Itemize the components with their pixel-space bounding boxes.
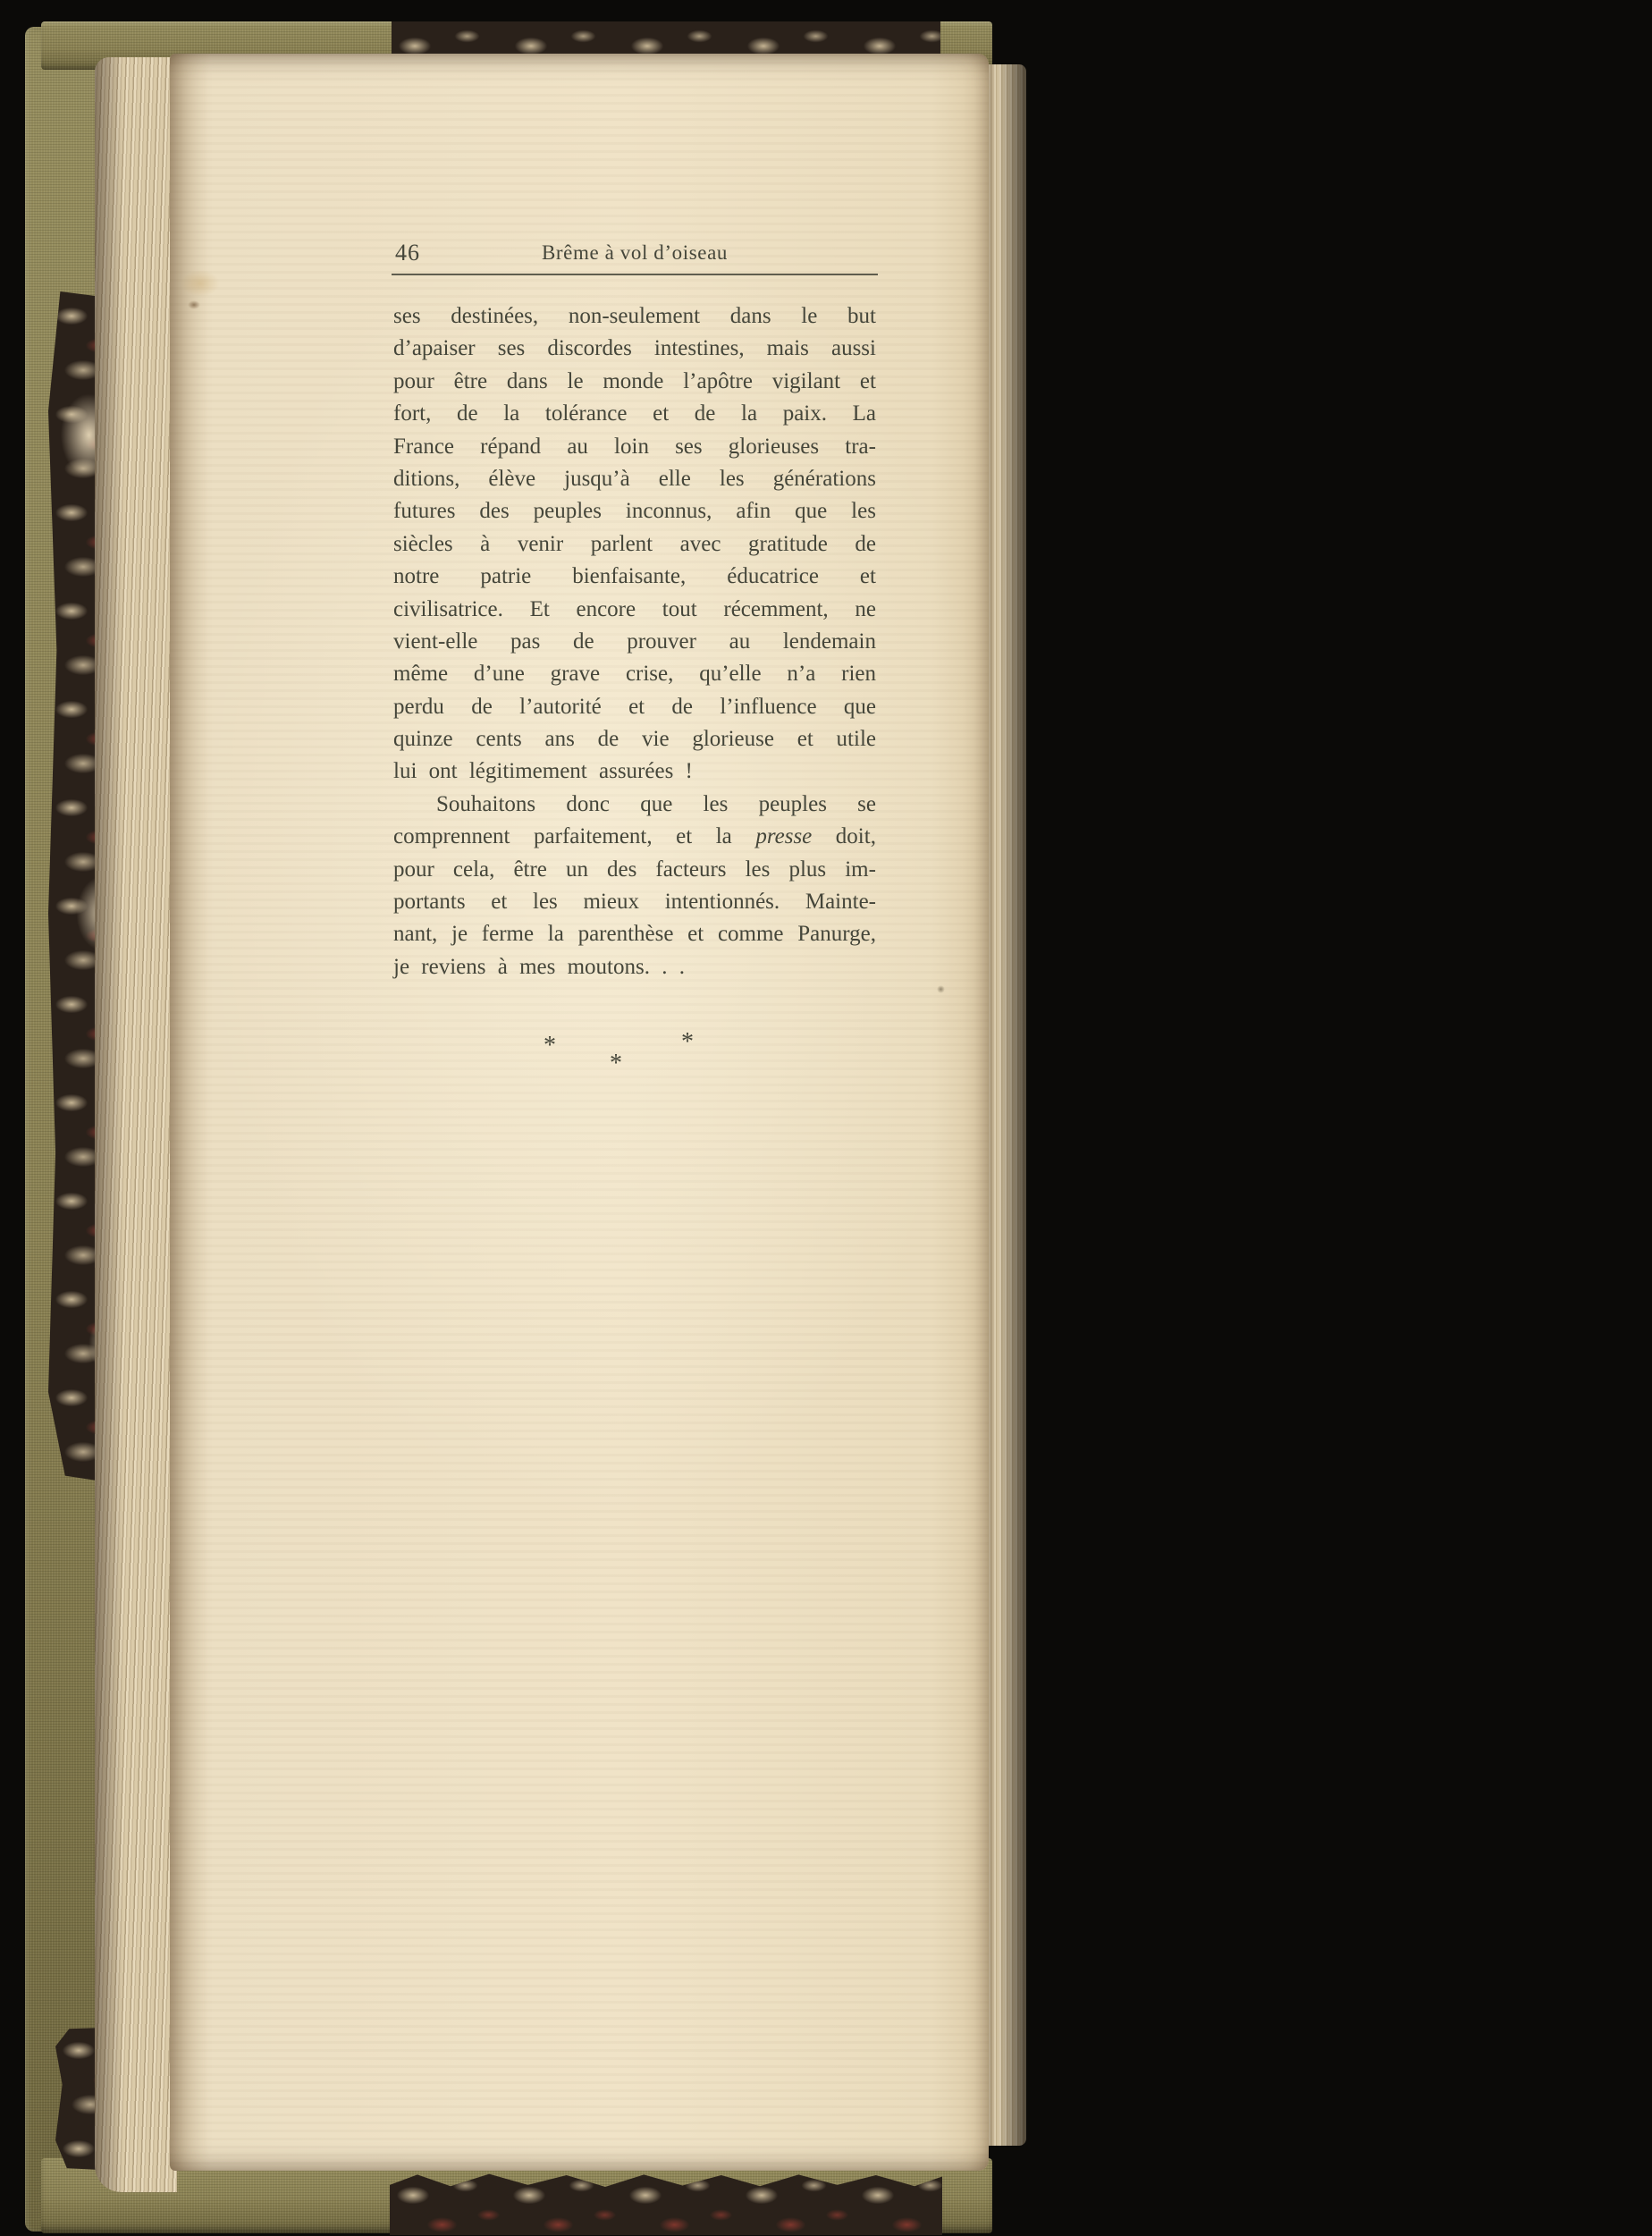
- page-stain: [188, 300, 200, 309]
- text-line: même d’une grave crise, qu’elle n’a rien: [393, 662, 876, 687]
- text-line: fort, de la tolérance et de la paix. La: [393, 401, 876, 426]
- text-line: pour cela, être un des facteurs les plus im-: [393, 856, 876, 882]
- text-line: notre patrie bienfaisante, éducatrice et: [393, 564, 876, 589]
- text-line: siècles à venir parlent avec gratitude de: [393, 531, 876, 556]
- text-line: France répand au loin ses glorieuses tra-: [393, 434, 876, 459]
- text-line: vient-elle pas de prouver au lendemain: [393, 629, 876, 654]
- text-line: perdu de l’autorité et de l’influence que: [393, 694, 876, 719]
- page-header: [393, 238, 876, 275]
- text-line: nant, je ferme la parenthèse et comme Panurge,: [393, 922, 876, 947]
- text-line: lui ont légitimement assurées !: [393, 759, 693, 784]
- text-line: ses destinées, non-seulement dans le but: [393, 304, 876, 328]
- header-rule: [392, 274, 878, 275]
- asterisk-bottom-center: *: [610, 1050, 622, 1077]
- page-number: 46: [395, 240, 420, 266]
- text-line: Souhaitons donc que les peuples se: [436, 791, 876, 816]
- text-line: je reviens à mes moutons. . .: [393, 954, 685, 979]
- text-line: comprennent parfaitement, et la presse doit,: [393, 824, 876, 849]
- text-line: civilisatrice. Et encore tout récemment, ne: [393, 596, 876, 621]
- header-row: [393, 238, 876, 266]
- running-title: Brême à vol d’oiseau: [541, 241, 729, 264]
- asterisk-top-right: *: [681, 1028, 694, 1056]
- text-line: futures des peuples inconnus, afin que les: [393, 499, 876, 524]
- text-line: d’apaiser ses discordes intestines, mais aussi: [393, 336, 876, 361]
- text-column: [393, 54, 876, 2171]
- paragraph-block: [393, 300, 876, 983]
- book-page: [170, 54, 989, 2171]
- text-line: pour être dans le monde l’apôtre vigilant et: [393, 368, 876, 393]
- asterism-divider: [393, 1028, 876, 1094]
- page-stack-edges: [95, 57, 177, 2192]
- page-stain: [181, 270, 220, 297]
- fore-edge-pages: [989, 64, 1026, 2146]
- text-line: ditions, élève jusqu’à elle les générations: [393, 466, 876, 491]
- asterisk-top-left: *: [544, 1032, 556, 1059]
- text-line: quinze cents ans de vie glorieuse et utile: [393, 727, 876, 752]
- text-line: portants et les mieux intentionnés. Mainte-: [393, 890, 876, 915]
- page-stain: [937, 985, 945, 993]
